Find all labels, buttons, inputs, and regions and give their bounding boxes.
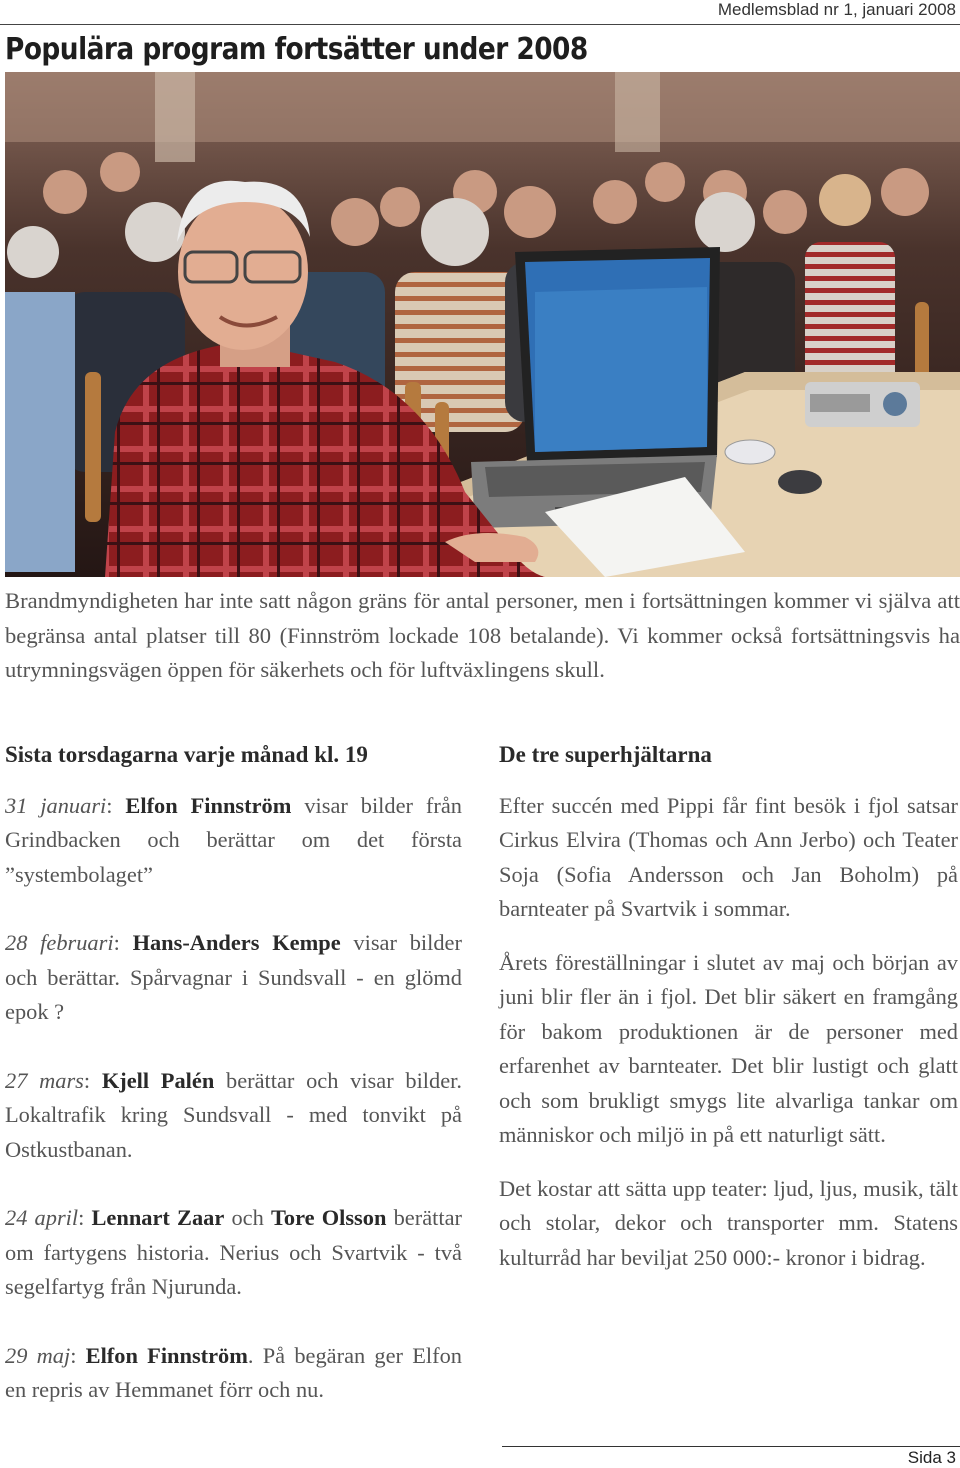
- event-speaker: Tore Olsson: [271, 1205, 387, 1230]
- superheroes-heading: De tre superhjältarna: [499, 742, 712, 767]
- article-paragraph: Det kostar att sätta upp teater: ljud, ljus, musik, tält och stolar, dekor och transporter mm. Statens kulturråd har beviljat 250 000:- kronor i bidrag.: [499, 1175, 958, 1270]
- event-date: 29 maj: [5, 1342, 71, 1368]
- headline: Populära program fortsätter under 2008: [5, 32, 588, 67]
- event-text: berättar och visar bilder. Lokaltrafik kring Sundsvall - med tonvikt på Ostkustbanan.: [5, 1067, 462, 1162]
- event-item: 31 januari: Elfon Finnström visar bilder från Grindbacken och berättar om det första ”systembolaget”: [5, 792, 462, 887]
- issue-label: Medlemsblad nr 1, januari 2008: [717, 0, 956, 19]
- top-rule: [0, 24, 960, 25]
- article-paragraph: Årets föreställningar i slutet av maj och början av juni blir fler än i fjol. Det blir säkert en framgång för bakom produktionen är de personer med erfarenhet av barnteater. Det blir lustigt och glatt och som brukligt smygs lite alvarliga tankar om människor och miljö in på ett naturligt sätt.: [499, 949, 958, 1147]
- event-speaker: Elfon Finnström: [125, 792, 292, 818]
- event-text: . På begäran ger Elfon en repris av Hemmanet förr och nu.: [5, 1342, 462, 1402]
- article-paragraph: Efter succén med Pippi får fint besök i fjol satsar Cirkus Elvira (Thomas och Ann Jerbo) och Teater Soja (Sofia Andersson och Jan Boholm) på barnteater på Svartvik i sommar.: [499, 792, 958, 921]
- event-speaker: Hans-Anders Kempe: [132, 930, 341, 955]
- superheroes-column: [499, 738, 958, 1291]
- photo-caption: Brandmyndigheten har inte satt någon gräns för antal personer, men i fortsättningen kommer vi själva att begränsa antal platser till 80 (Finnström lockade 108 betalande). Vi kommer också fortsättningsvis ha utrymningsvägen öppen för säkerhets och för luftväxlingens skull.: [5, 588, 960, 682]
- event-item: 27 mars: Kjell Palén berättar och visar bilder. Lokaltrafik kring Sundsvall - med tonvikt på Ostkustbanan.: [5, 1067, 462, 1162]
- event-item: 24 april: Lennart Zaar och Tore Olsson berättar om fartygens historia. Nerius och Svartvik - två segelfartyg från Njurunda.: [5, 1205, 462, 1299]
- event-speaker: Kjell Palén: [101, 1067, 215, 1093]
- event-date: 31 januari: [5, 792, 107, 818]
- event-text: visar bilder och berättar. Spårvagnar i Sundsvall - en glömd epok ?: [5, 930, 462, 1024]
- event-item: 29 maj: Elfon Finnström. På begäran ger Elfon en repris av Hemmanet förr och nu.: [5, 1342, 462, 1402]
- event-date: 24 april: [5, 1205, 79, 1230]
- footer-rule: [502, 1446, 960, 1447]
- program-heading: Sista torsdagarna varje månad kl. 19: [5, 742, 368, 767]
- event-speaker: Elfon Finnström: [85, 1342, 248, 1368]
- event-item: 28 februari: Hans-Anders Kempe visar bilder och berättar. Spårvagnar i Sundsvall - en glömd epok ?: [5, 930, 462, 1024]
- event-date: 27 mars: [5, 1067, 84, 1093]
- audience-photo: [5, 72, 960, 577]
- event-text: visar bilder från Grindbacken och berättar om det första ”systembolaget”: [5, 792, 462, 887]
- event-joiner: och: [231, 1205, 264, 1230]
- page-number: Sida 3: [907, 1448, 956, 1467]
- program-column: [5, 738, 462, 1442]
- event-date: 28 februari: [5, 930, 114, 955]
- event-text: berättar om fartygens historia. Nerius och Svartvik - två segelfartyg från Njurunda.: [5, 1205, 462, 1299]
- event-speaker: Lennart Zaar: [91, 1205, 225, 1230]
